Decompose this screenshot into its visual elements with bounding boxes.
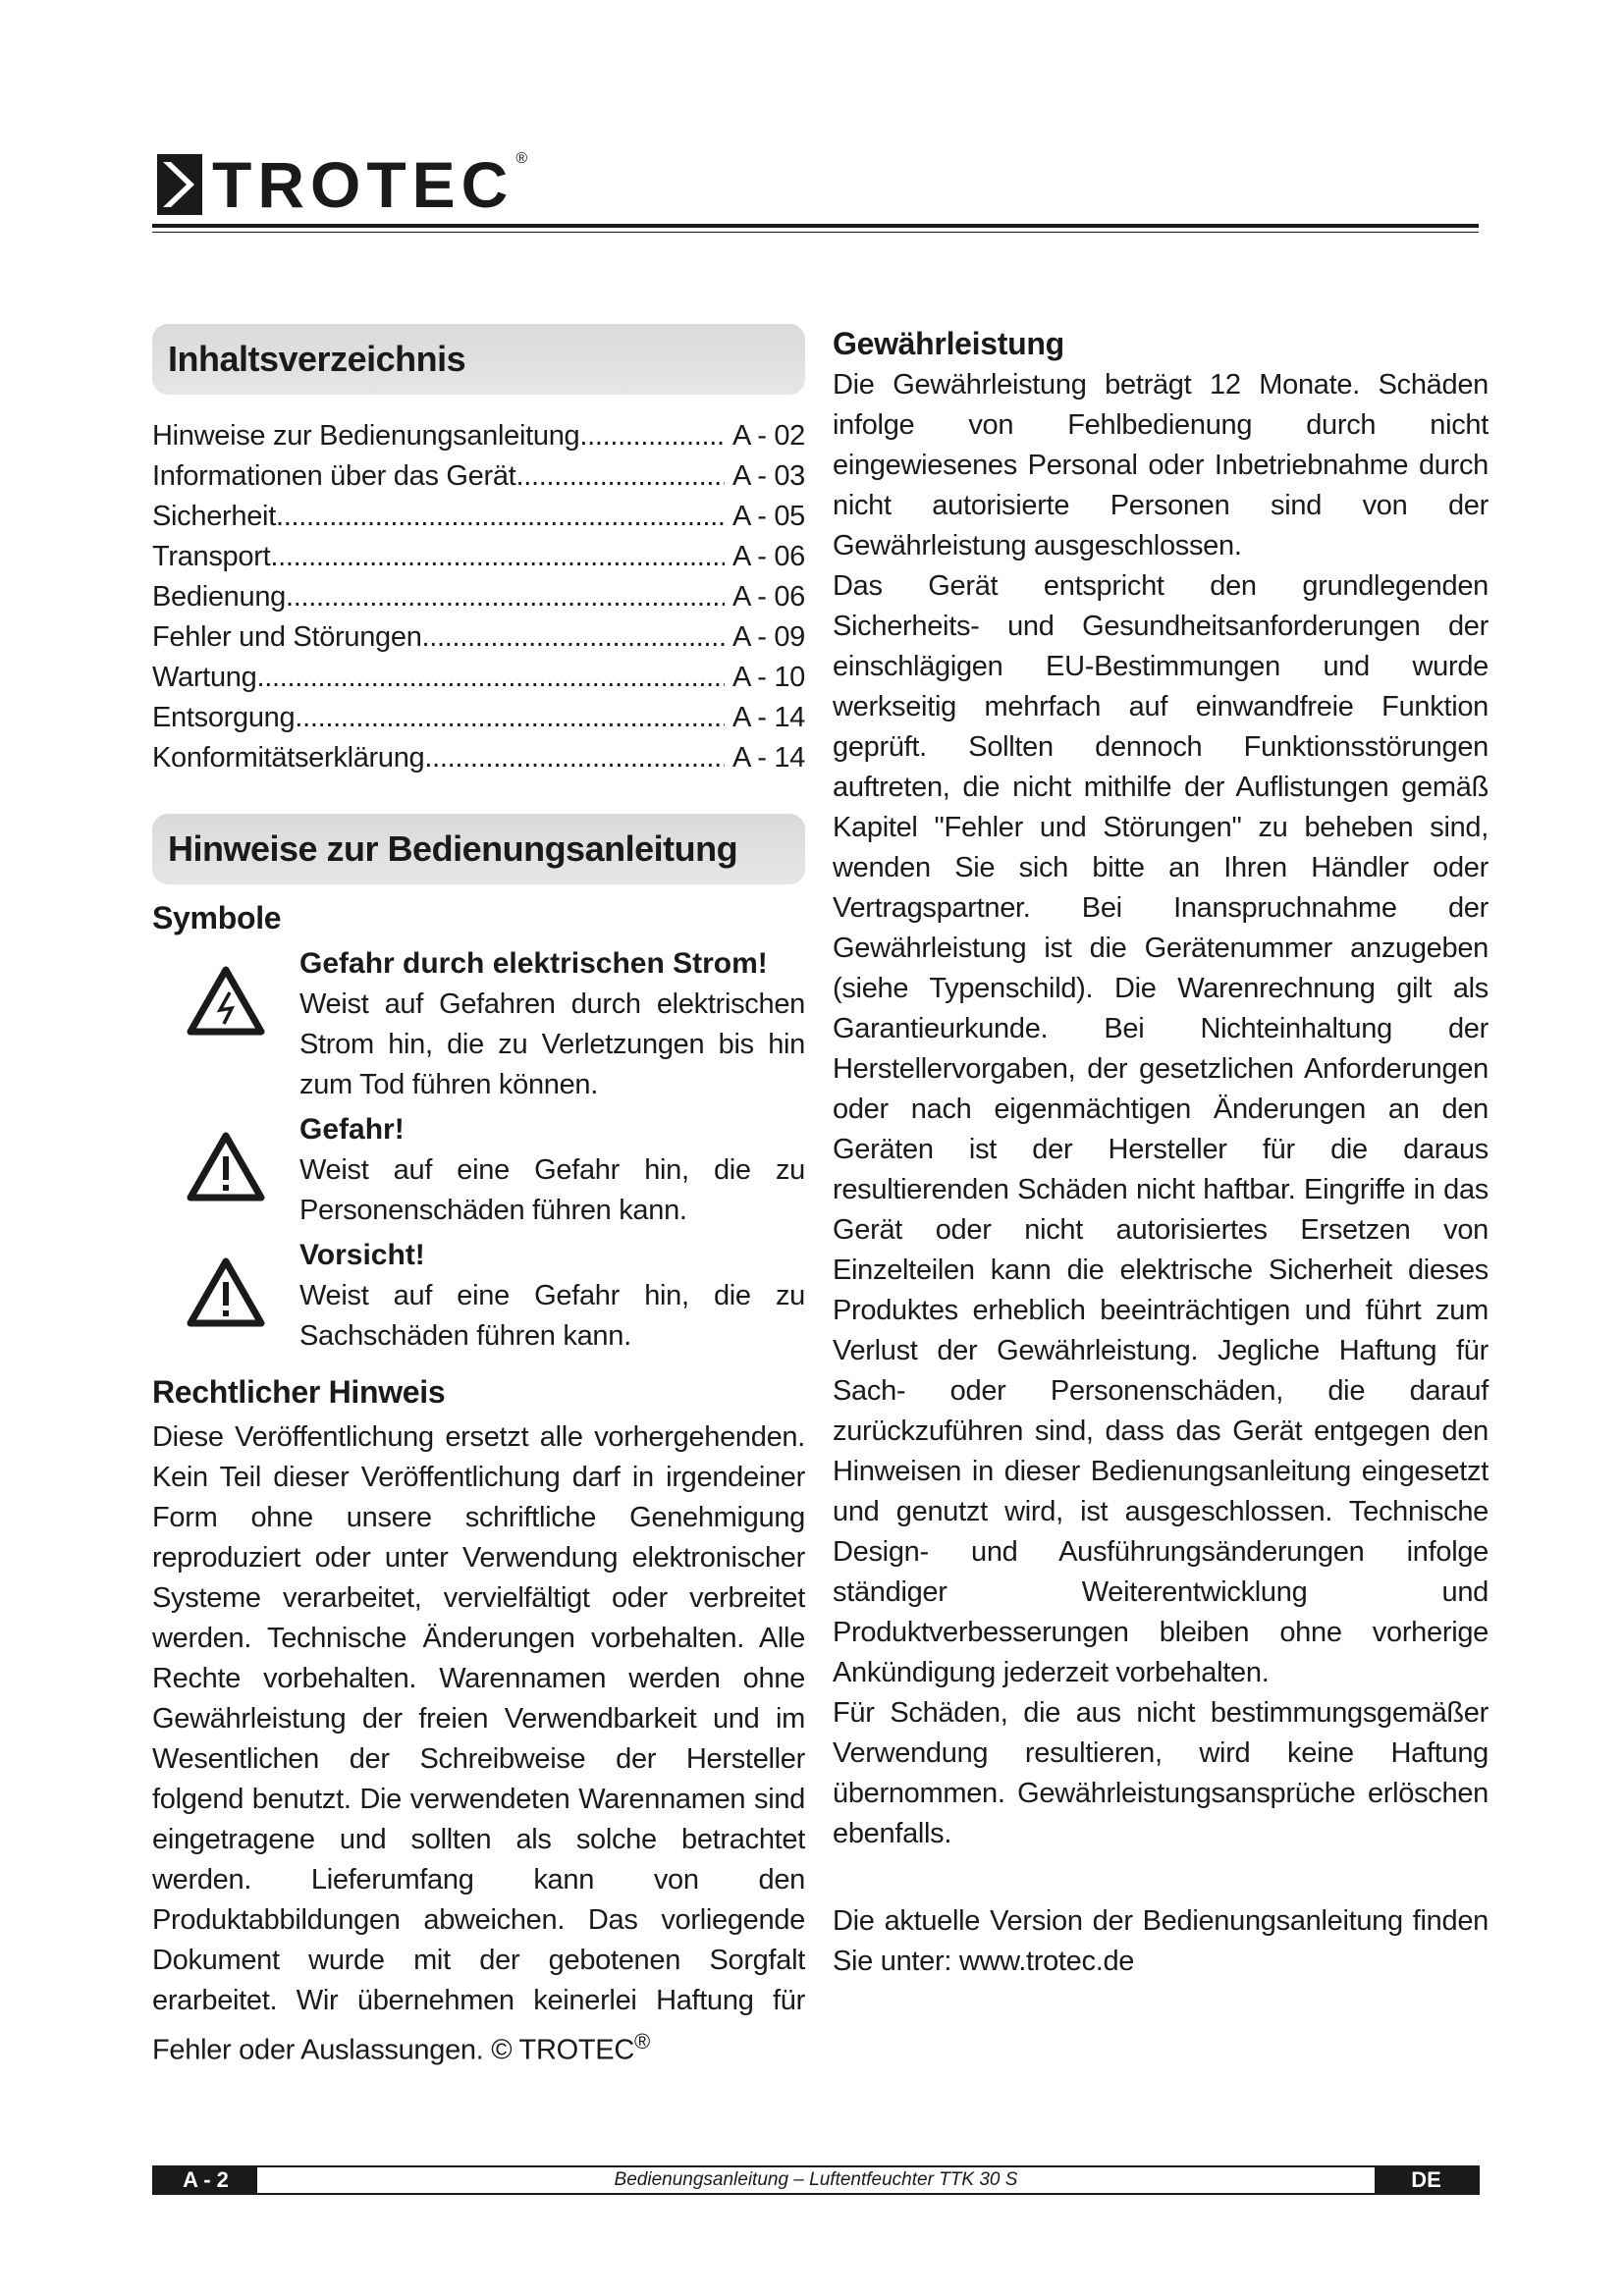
caution-warning-icon	[187, 1256, 265, 1327]
symbol-title: Vorsicht!	[299, 1239, 425, 1271]
symbol-description: Weist auf Gefahren durch elektrischen Strom hin, die zu Verletzungen bis hin zum Tod führen können.	[299, 988, 805, 1100]
symbol-title: Gefahr durch elektrischen Strom!	[299, 947, 768, 980]
right-column	[833, 322, 1489, 1982]
warranty-paragraph: Die Gewährleistung beträgt 12 Monate. Schäden infolge von Fehlbedienung durch nicht eingewiesenes Personal oder Inbetriebnahme durch nicht autorisierte Personen sind von der Gewährleistung ausgeschlossen.	[833, 369, 1489, 561]
warranty-heading: Gewährleistung	[833, 326, 1064, 361]
warranty-paragraph: Das Gerät entspricht den grundlegenden Sicherheits- und Gesundheitsanforderungen der einschlägigen EU-Bestimmungen und wurde werkseitig mehrfach auf einwandfreie Funktion geprüft. Sollten dennoch Funktionsstörungen auftreten, die nicht mithilfe der Auflistungen gemäß Kapitel "Fehler und Störungen" zu beheben sind, wenden Sie sich bitte an Ihren Händler oder Vertragspartner. Bei Inanspruchnahme der Gewährleistung ist die Gerätenummer anzugeben (siehe Typenschild). Die Warenrechnung gilt als Garantieurkunde. Bei Nichteinhaltung der Herstellervorgaben, der gesetzlichen Anforderungen oder nach eigenmächtigen Änderungen an den Geräten ist der Hersteller für die daraus resultierenden Schäden nicht haftbar. Eingriffe in das Gerät oder nicht autorisiertes Ersetzen von Einzelteilen kann die elektrische Sicherheit dieses Produktes erheblich beeinträchtigen und führt zum Verlust der Gewährleistung. Jegliche Haftung für Sach- oder Personenschäden, die darauf zurückzuführen sind, dass das Gerät entgegen den Hinweisen in dieser Bedienungsanleitung eingesetzt und genutzt wird, ist ausgeschlossen. Technische Design- und Ausführungsänderungen infolge ständiger Weiterentwicklung und Produktverbesserungen bleiben ohne vorherige Ankündigung jederzeit vorbehalten.	[833, 570, 1489, 1688]
toc-entry[interactable]: Informationen über das Gerät ..... A - 03	[152, 456, 805, 497]
toc-entry[interactable]: Wartung ..... A - 10	[152, 658, 805, 698]
toc-entry[interactable]: Entsorgung ..... A - 14	[152, 698, 805, 738]
hints-heading: Hinweise zur Bedienungsanleitung	[152, 814, 805, 884]
header-rule-thin	[152, 232, 1479, 233]
document-title: Bedienungsanleitung – Luftentfeuchter TTK 30 S	[614, 2169, 1018, 2190]
symbol-description: Weist auf eine Gefahr hin, die zu Personenschäden führen kann.	[299, 1154, 805, 1226]
electric-warning-icon	[187, 965, 265, 1036]
brand-name: TROTEC	[212, 148, 514, 221]
left-column	[152, 324, 805, 2071]
warranty-paragraph: Für Schäden, die aus nicht bestimmungsgemäßer Verwendung resultieren, wird keine Haftung übernommen. Gewährleistungsansprüche erlöschen ebenfalls.	[833, 1697, 1489, 1849]
symbol-title: Gefahr!	[299, 1113, 405, 1146]
toc-entry[interactable]: Hinweise zur Bedienungsanleitung ..... A - 02	[152, 416, 805, 456]
symbol-entry	[152, 1109, 805, 1231]
toc-heading: Inhaltsverzeichnis	[152, 324, 805, 395]
symbols-heading: Symbole	[152, 900, 282, 935]
toc-entry[interactable]: Konformitätserklärung ..... A - 14	[152, 738, 805, 778]
legal-heading: Rechtlicher Hinweis	[152, 1374, 446, 1410]
toc-entry[interactable]: Bedienung ..... A - 06	[152, 577, 805, 617]
toc-entry[interactable]: Sicherheit ..... A - 05	[152, 497, 805, 537]
brand-logo	[157, 147, 527, 222]
toc-entry[interactable]: Transport ..... A - 06	[152, 537, 805, 577]
online-version-note: Die aktuelle Version der Bedienungsanleitung finden Sie unter: www.trotec.de	[833, 1905, 1489, 1977]
language-code: DE	[1375, 2167, 1478, 2193]
symbol-description: Weist auf eine Gefahr hin, die zu Sachschäden führen kann.	[299, 1280, 805, 1352]
page-number: A - 2	[154, 2167, 257, 2193]
toc-entry[interactable]: Fehler und Störungen ..... A - 09	[152, 617, 805, 658]
symbol-entry	[152, 943, 805, 1105]
header-rule	[152, 224, 1479, 228]
trotec-logo-mark-icon	[157, 154, 202, 215]
symbol-entry	[152, 1235, 805, 1357]
page-footer	[152, 2165, 1480, 2195]
brand-registered-mark: ®	[515, 150, 528, 167]
table-of-contents	[152, 416, 805, 778]
legal-notice: Diese Veröffentlichung ersetzt alle vorhergehenden. Kein Teil dieser Veröffentlichung darf in irgendeiner Form ohne unsere schriftliche Genehmigung reproduziert oder unter Verwendung elektronischer Systeme verarbeitet, vervielfältigt oder verbreitet werden. Technische Änderungen vorbehalten. Alle Rechte vorbehalten. Warennamen werden ohne Gewährleistung der freien Verwendbarkeit und im Wesentlichen der Schreibweise der Hersteller folgend benutzt. Die verwendeten Warennamen sind eingetragene und sollten als solche betrachtet werden. Lieferumfang kann von den Produktabbildungen abweichen. Das vorliegende Dokument wurde mit der gebotenen Sorgfalt erarbeitet. Wir übernehmen keinerlei Haftung für Fehler oder Auslassungen. © TROTEC®	[152, 1421, 805, 2066]
danger-warning-icon	[187, 1131, 265, 1201]
